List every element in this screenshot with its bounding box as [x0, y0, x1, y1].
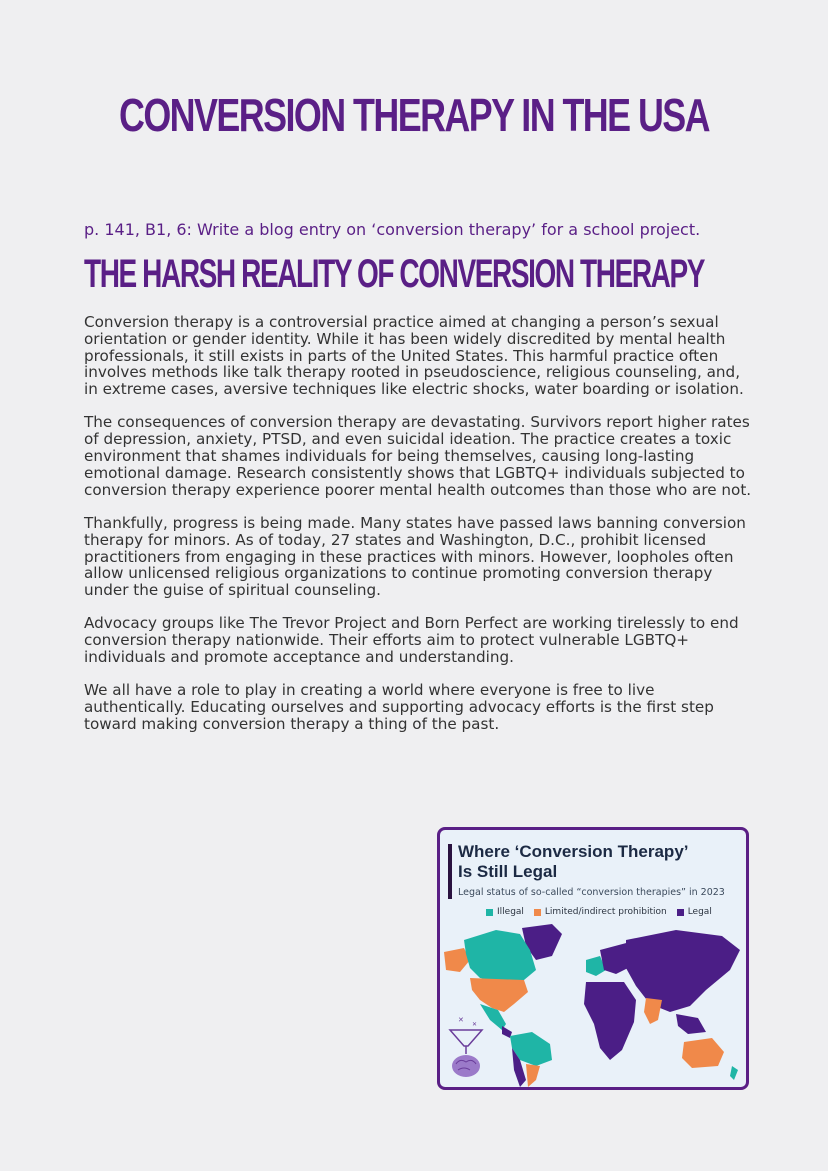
- paragraph: We all have a role to play in creating a world where everyone is free to live authentically. Educating ourselves and supporting advocacy efforts is the first step toward making conversion therapy a thing of the past.: [84, 681, 714, 733]
- paragraph: Conversion therapy is a controversial practice aimed at changing a person’s sexual orientation or gender identity. While it has been widely discredited by mental health professionals, it still exists in parts of the United States. This harmful practice often involves methods like talk therapy rooted in pseudoscience, religious counseling, and, in extreme cases, aversive techniques like electric shocks, water boarding or isolation.: [84, 313, 744, 399]
- world-map: [440, 920, 746, 1087]
- usa-shape: [470, 978, 528, 1012]
- southeast-asia-shape: [676, 1014, 706, 1034]
- blog-body: [84, 314, 754, 749]
- legend-label: Illegal: [497, 907, 524, 917]
- page-title: CONVERSION THERAPY IN THE USA: [118, 89, 710, 141]
- paragraph: The consequences of conversion therapy are devastating. Survivors report higher rates of depression, anxiety, PTSD, and even suicidal ideation. The practice creates a toxic environment that shames individuals for being themselves, causing long-lasting emotional damage. Research consistently shows that LGBTQ+ individuals subjected to conversion therapy experience poorer mental health outcomes than those who are not.: [84, 413, 752, 499]
- brain-funnel-icon: [450, 1016, 482, 1077]
- asia-shape: [626, 930, 740, 1012]
- infographic-title-line-2: Is Still Legal: [458, 862, 558, 881]
- paragraph: Thankfully, progress is being made. Many states have passed laws banning conversion therapy for minors. As of today, 27 states and Washington, D.C., prohibit licensed practitioners from engaging in these practices with minors. However, loopholes often allow unlicensed religious organizations to continue promoting conversion therapy under the guise of spiritual counseling.: [84, 513, 746, 600]
- title-accent-bar: [448, 844, 452, 899]
- legend-item-legal: [677, 907, 712, 917]
- infographic-card: [437, 827, 749, 1090]
- infographic-title: [458, 842, 689, 882]
- infographic-title-line-1: Where ‘Conversion Therapy’: [458, 842, 689, 861]
- south-america-south: [526, 1064, 540, 1087]
- infographic-subtitle: Legal status of so-called “conversion therapies” in 2023: [458, 887, 725, 898]
- india-shape: [644, 998, 662, 1024]
- legend-item-limited: [534, 907, 667, 917]
- australia-shape: [682, 1038, 724, 1068]
- legend-label: Limited/indirect prohibition: [544, 907, 667, 917]
- svg-text:✕: ✕: [458, 1016, 464, 1024]
- map-legend: [486, 907, 712, 917]
- new-zealand-shape: [730, 1066, 738, 1080]
- task-instruction: p. 141, B1, 6: Write a blog entry on ‘conversion therapy’ for a school project.: [84, 220, 701, 239]
- legend-swatch: [534, 909, 541, 916]
- legend-label: Legal: [687, 907, 712, 917]
- legend-swatch: [486, 909, 493, 916]
- legend-item-illegal: [486, 907, 524, 917]
- africa-shape: [584, 982, 636, 1060]
- paragraph: Advocacy groups like The Trevor Project and Born Perfect are working tirelessly to end conversion therapy nationwide. Their efforts aim to protect vulnerable LGBTQ+ individuals and promote acceptance and understanding.: [84, 614, 739, 667]
- blog-title: THE HARSH REALITY OF CONVERSION THERAPY: [84, 252, 705, 296]
- legend-swatch: [677, 909, 684, 916]
- svg-text:✕: ✕: [472, 1021, 478, 1028]
